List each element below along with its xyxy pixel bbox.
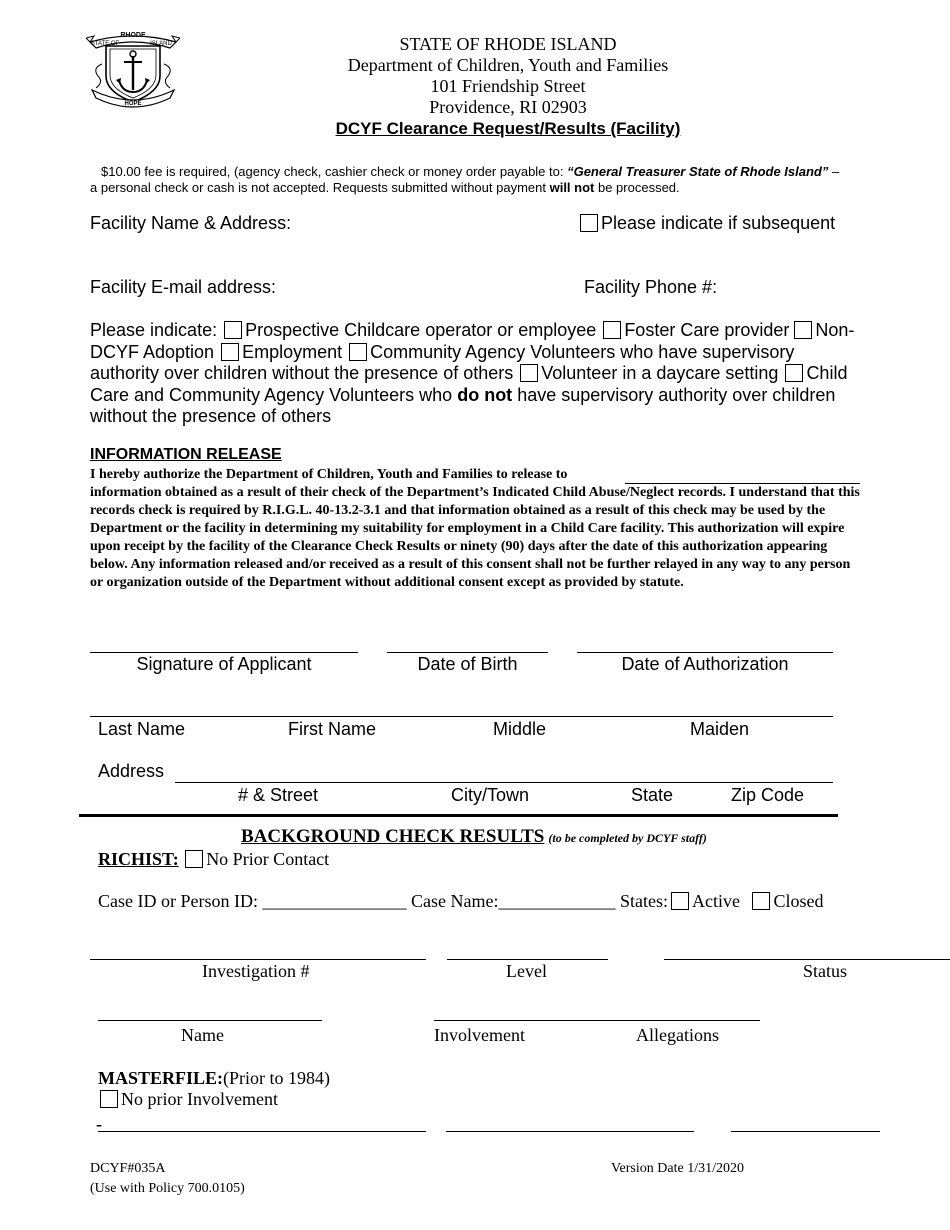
- masterfile-line-3[interactable]: [731, 1131, 880, 1132]
- facility-email-label: Facility E-mail address:: [90, 277, 277, 297]
- option-community-volunteer-checkbox[interactable]: [349, 343, 367, 361]
- last-name-label: Last Name: [98, 719, 186, 739]
- option-adoption-checkbox[interactable]: [794, 321, 812, 339]
- dob-line[interactable]: [387, 652, 548, 653]
- indicate-block: [90, 320, 860, 428]
- status-line[interactable]: [664, 959, 950, 960]
- option-adoption-label: Non-DCYF Adoption: [90, 320, 855, 362]
- option-no-authority-label-a: Child Care and Community Agency Volunteers who: [90, 363, 848, 405]
- option-foster-checkbox[interactable]: [603, 321, 621, 339]
- form-number: DCYF#035A: [90, 1161, 166, 1176]
- header-department: Department of Children, Youth and Families: [347, 55, 669, 75]
- fee-bold: will not: [549, 180, 595, 195]
- option-employment-label: Employment: [242, 341, 343, 362]
- option-no-authority-checkbox[interactable]: [785, 364, 803, 382]
- option-no-authority-label-b: have supervisory authority over children without the presence of others: [90, 384, 836, 426]
- city-label: City/Town: [451, 785, 530, 805]
- no-prior-involvement-label: No prior Involvement: [121, 1089, 278, 1109]
- fee-text-3: be processed.: [594, 180, 680, 195]
- zip-label: Zip Code: [731, 785, 805, 805]
- fee-text-1: $10.00 fee is required, (agency check, cashier check or money order payable to:: [101, 164, 568, 179]
- facility-name-label: Facility Name & Address:: [90, 213, 292, 233]
- seal-text-top: RHODE: [120, 32, 146, 39]
- release-line1: I hereby authorize the Department of Children, Youth and Families to release to: [90, 467, 568, 482]
- seal-text-right: ISLAND: [150, 41, 172, 47]
- no-prior-contact-label: No Prior Contact: [206, 849, 330, 869]
- involvement-label: Involvement: [434, 1025, 525, 1045]
- fee-text-2: – a personal check or cash is not accepted. Requests submitted without payment: [90, 164, 840, 195]
- header-street: 101 Friendship Street: [430, 76, 586, 96]
- active-checkbox[interactable]: [671, 892, 689, 910]
- masterfile-note: (Prior to 1984): [223, 1068, 331, 1088]
- state-label: State: [631, 785, 674, 805]
- subsequent-field: [578, 213, 835, 234]
- fee-payee: “General Treasurer State of Rhode Island”: [567, 164, 829, 179]
- header-state: STATE OF RHODE ISLAND: [399, 34, 617, 54]
- option-employment-checkbox[interactable]: [221, 343, 239, 361]
- option-prospective-label: Prospective Childcare operator or employee: [245, 320, 597, 340]
- states-label: States:: [619, 891, 668, 911]
- section-divider: [79, 814, 838, 817]
- option-foster-label: Foster Care provider: [624, 320, 790, 340]
- option-daycare-volunteer-label: Volunteer in a daycare setting: [541, 363, 779, 383]
- indicate-lead: Please indicate:: [90, 320, 218, 340]
- version-date: Version Date 1/31/2020: [611, 1161, 744, 1176]
- page-title: DCYF Clearance Request/Results (Facility): [335, 119, 681, 138]
- signature-label: Signature of Applicant: [136, 654, 312, 674]
- level-label: Level: [506, 961, 547, 981]
- involvement-line[interactable]: [434, 1020, 760, 1021]
- first-name-label: First Name: [288, 719, 377, 739]
- release-body: information obtained as a result of their check of the Department’s Indicated Child Abuse/Neglect records. I understand that this records check is required by R.I.G.L. 40-13.2-3.1 and that information obtained as a result of this check may be used by the Department or the facility in determining my suitability for employment in a Child Care facility. This authorization will expire upon receipt by the facility of the Clearance Check Results or ninety (90) days after the date of this authorization appearing below. Any information released and/or received as a result of this consent shall not be further relayed in any way to any person or organization outside of the Department without additional consent except as provided by statute.: [90, 485, 860, 590]
- investigation-label: Investigation #: [202, 961, 310, 981]
- case-name-label[interactable]: Case Name:_____________: [410, 891, 616, 911]
- maiden-name-label: Maiden: [690, 719, 750, 739]
- investigation-line[interactable]: [90, 959, 426, 960]
- name-result-label: Name: [181, 1025, 224, 1045]
- fee-notice: [90, 164, 850, 196]
- results-heading: BACKGROUND CHECK RESULTS: [241, 826, 545, 847]
- closed-checkbox[interactable]: [752, 892, 770, 910]
- seal-motto: HOPE: [124, 101, 142, 107]
- no-prior-involvement-checkbox[interactable]: [100, 1090, 118, 1108]
- masterfile-line-1[interactable]: [98, 1131, 426, 1132]
- results-note: (to be completed by DCYF staff): [548, 831, 707, 845]
- no-prior-involvement-row: [98, 1089, 278, 1110]
- option-no-authority-bold: do not: [457, 384, 513, 405]
- level-line[interactable]: [447, 959, 608, 960]
- date-auth-line[interactable]: [577, 652, 833, 653]
- option-prospective-checkbox[interactable]: [224, 321, 242, 339]
- case-row: [98, 891, 823, 912]
- policy-note: (Use with Policy 700.0105): [90, 1181, 245, 1196]
- allegations-label: Allegations: [636, 1025, 719, 1045]
- name-line[interactable]: [90, 716, 833, 717]
- option-daycare-volunteer-checkbox[interactable]: [520, 364, 538, 382]
- seal-text-left: STATE OF: [90, 41, 120, 47]
- address-line[interactable]: [175, 782, 833, 783]
- closed-label: Closed: [773, 891, 824, 911]
- case-id-label[interactable]: Case ID or Person ID: ________________: [98, 891, 407, 911]
- name-result-line[interactable]: [98, 1020, 322, 1021]
- status-label: Status: [803, 961, 848, 981]
- state-seal: [86, 24, 180, 108]
- masterfile-row: [98, 1068, 330, 1089]
- header-city: Providence, RI 02903: [429, 97, 587, 117]
- facility-phone-label: Facility Phone #:: [584, 277, 718, 297]
- masterfile-dash: -: [96, 1114, 102, 1134]
- date-auth-label: Date of Authorization: [621, 654, 789, 674]
- richist-label: RICHIST:: [98, 849, 179, 869]
- street-label: # & Street: [238, 785, 319, 805]
- active-label: Active: [691, 891, 740, 911]
- option-community-volunteer-label: Community Agency Volunteers who have supervisory authority over children without the presence of others: [90, 341, 795, 383]
- no-prior-contact-checkbox[interactable]: [185, 850, 203, 868]
- subsequent-label: Please indicate if subsequent: [601, 213, 836, 233]
- middle-name-label: Middle: [493, 719, 547, 739]
- dob-label: Date of Birth: [417, 654, 518, 674]
- signature-line[interactable]: [90, 652, 358, 653]
- subsequent-checkbox[interactable]: [580, 214, 598, 232]
- masterfile-label: MASTERFILE:: [98, 1068, 224, 1088]
- masterfile-line-2[interactable]: [446, 1131, 694, 1132]
- results-heading-block: [241, 826, 707, 848]
- address-label: Address: [98, 761, 165, 781]
- release-heading: INFORMATION RELEASE: [90, 446, 282, 463]
- richist-row: [98, 849, 329, 870]
